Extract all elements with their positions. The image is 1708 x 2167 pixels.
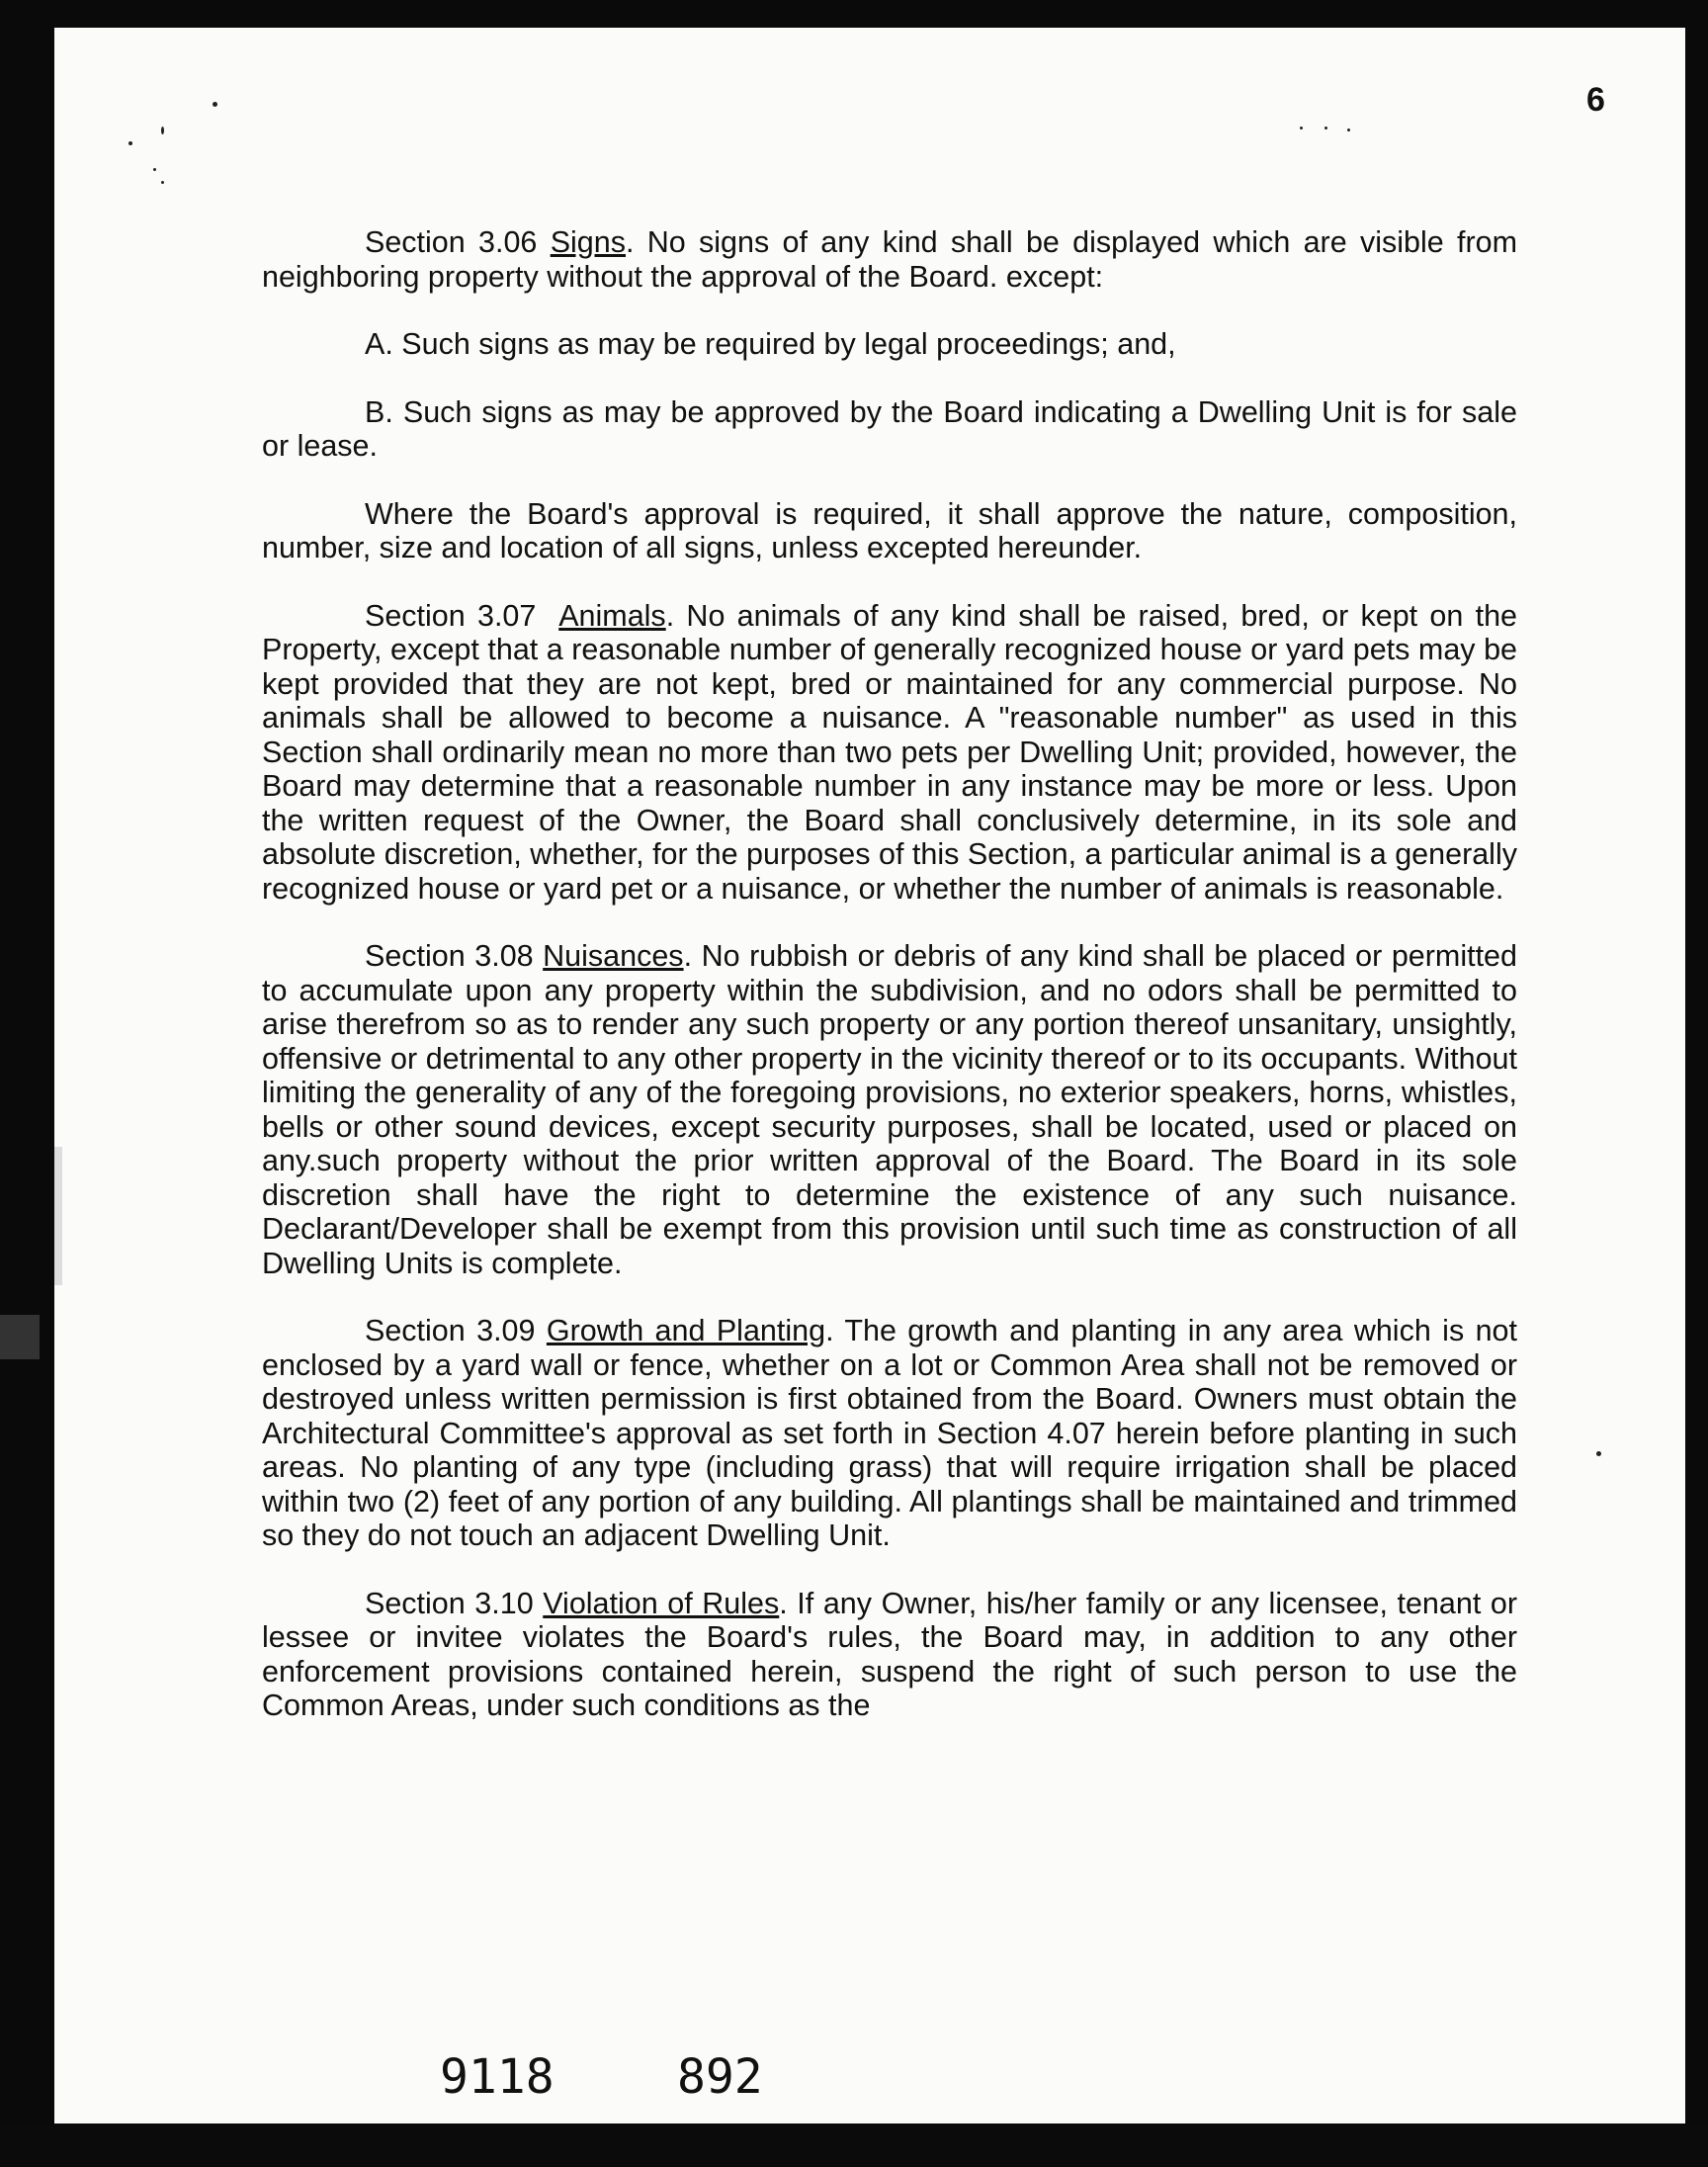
scan-speck [213,102,217,107]
document-body [262,225,1517,1757]
scan-speck [153,168,156,171]
section-prefix: Section 3.08 [365,939,534,973]
section-prefix: Section 3.06 [365,225,538,259]
document-page [54,28,1685,2124]
scan-speck [1596,1451,1601,1456]
section-text: . No rubbish or debris of any kind shall be placed or permitted to accumulate upon any property within the subdivision, and no odors shall be permitted to arise therefrom so as to render any such property or any portion thereof unsanitary, unsightly, offensive or detrimental to any other property in the vicinity thereof or to its occupants. Without limiting the generality of any of the foregoing provisions, no exterior speakers, horns, whistles, bells or other sound devices, except security purposes, shall be located, used or placed on any.such property without the prior written approval of the Board. The Board in its sole discretion shall have the right to determine the existence of any such nuisance. Declarant/Developer shall be exempt from this provision until such time as construction of all Dwelling Units is complete. [262,939,1517,1280]
scan-speck [1324,127,1327,130]
scan-speck [1300,127,1303,130]
page-number: 6 [1586,81,1605,119]
section-3-07 [262,599,1517,907]
section-prefix: Section 3.09 [365,1314,536,1347]
section-3-10 [262,1587,1517,1723]
section-text: . If any Owner, his/her family or any licensee, tenant or lessee or invitee violates the Board's rules, the Board may, in addition to any other enforcement provisions contained herein, suspend the right of such person to use the Common Areas, under such conditions as the [262,1586,1517,1722]
section-3-06 [262,225,1517,294]
section-prefix: Section 3.07 [365,598,537,633]
section-title: Nuisances [543,939,684,973]
scan-edge-mark [0,1315,40,1359]
section-title: Violation of Rules [543,1586,780,1620]
section-3-06-approval: Where the Board's approval is required, it shall approve the nature, composition, number, size and location of all signs, unless excepted hereunder. [262,496,1517,564]
section-text: . No animals of any kind shall be raised, bred, or kept on the Property, except that a reasonable number of generally recognized house or yard pets may be kept provided that they are not kept, bred or maintained for any commercial purpose. No animals shall be allowed to become a nuisance. A "reasonable number" as used in this Section shall ordinarily mean no more than two pets per Dwelling Unit; provided, however, the Board may determine that a reasonable number in any instance may be more or less. Upon the written request of the Owner, the Board shall conclusively determine, in its sole and absolute discretion, whether, for the purposes of this Section, a particular animal is a generally recognized house or yard pet or a nuisance, or whether the number of animals is reasonable. [262,598,1517,906]
section-3-06-item-a: A. Such signs as may be required by legal proceedings; and, [365,327,1176,361]
section-text: . The growth and planting in any area which is not enclosed by a yard wall or fence, whether on a lot or Common Area shall not be removed or destroyed unless written permission is first obtained from the Board. Owners must obtain the Architectural Committee's approval as set forth in Section 4.07 herein before planting in such areas. No planting of any type (including grass) that will require irrigation shall be placed within two (2) feet of any portion of any building. All plantings shall be maintained and trimmed so they do not touch an adjacent Dwelling Unit. [262,1314,1517,1552]
section-3-09 [262,1314,1517,1553]
section-3-08 [262,939,1517,1280]
footer-page-number: 892 [677,2049,763,2105]
section-text: . No signs of any kind shall be displayed which are visible from neighboring property without the approval of the Board. except: [262,225,1517,294]
section-title: Animals [558,598,666,633]
section-title: Growth and Planting [546,1314,826,1347]
section-title: Signs [550,225,626,259]
section-prefix: Section 3.10 [365,1586,534,1620]
section-3-06-item-b: B. Such signs as may be approved by the Board indicating a Dwelling Unit is for sale or lease. [262,394,1517,463]
footer-book-number: 9118 [440,2049,555,2105]
scan-edge-mark [0,2125,1708,2167]
scan-speck [161,181,164,184]
scan-speck [128,141,132,145]
scan-speck [1347,129,1350,131]
scan-speck [161,127,164,134]
scan-edge-mark [54,1147,62,1285]
